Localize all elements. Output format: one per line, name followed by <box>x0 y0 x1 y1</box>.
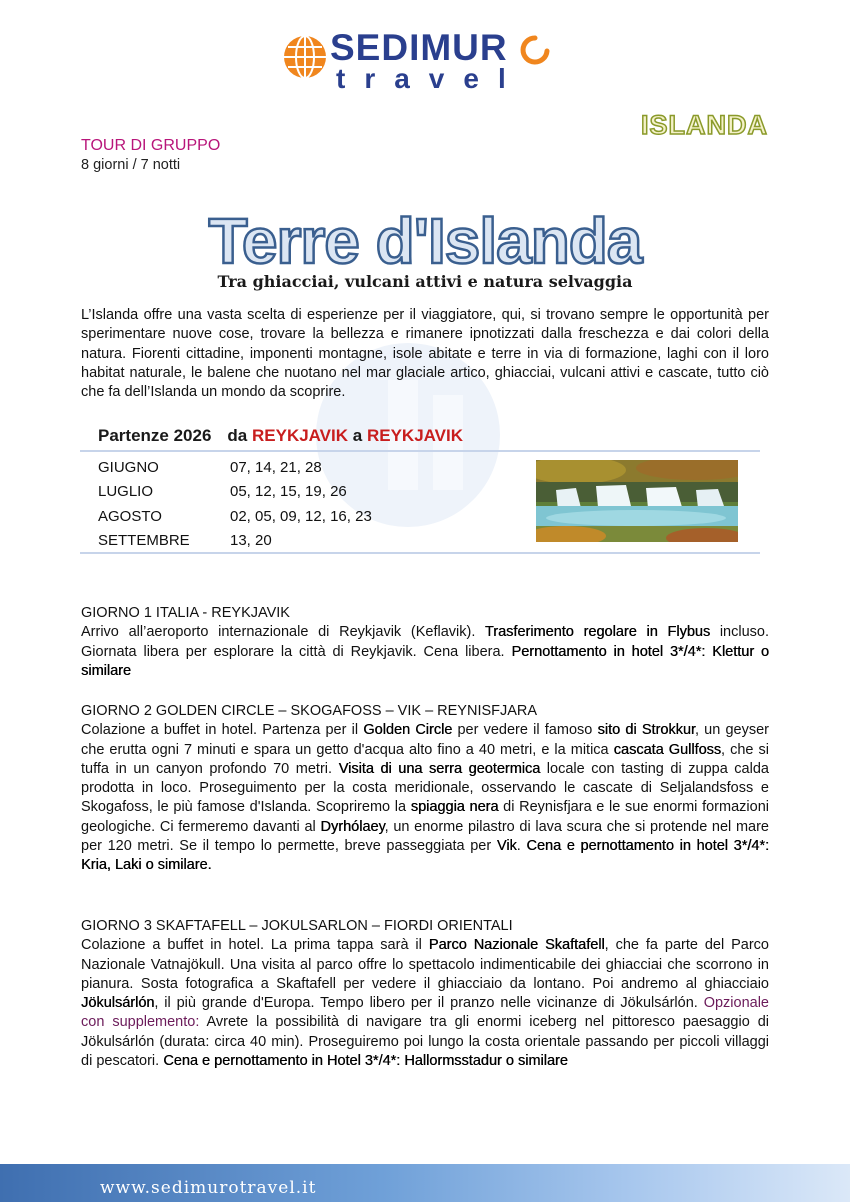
day-3-text: Colazione a buffet in hotel. La prima tappa sarà il Parco Nazionale Skaftafell, che fa parte del Parco Nazionale Vatnajökull. Una visita al parco offre lo spettacolo indimenticabile dei ghiacciai che scorrono in pianura. Sosta fotografica a Skaftafell per vedere il ghiacciaio da lontano. Poi andremo al ghiacciaio Jökulsárlón, il più grande d'Europa. Tempo libero per il pranzo nelle vicinanze di Jökulsárlón. Opzionale con supplemento: Avrete la possibilità di navigare tra gli enormi iceberg nel pittoresco paesaggio di Jökulsárlón (durata: circa 40 min). Proseguiremo poi lungo la costa orientale passando per piccoli villaggi di pescatori. Cena e pernottamento in Hotel 3*/4*: Hallormsstadur o similare <box>81 937 769 1070</box>
departure-city: REYKJAVIK <box>251 426 349 445</box>
waterfall-photo <box>536 460 738 542</box>
day-2-heading: GIORNO 2 GOLDEN CIRCLE – SKOGAFOSS – VIK – REYNISFJARA <box>81 703 538 719</box>
tour-duration: 8 giorni / 7 notti <box>81 157 181 173</box>
day-3-heading: GIORNO 3 SKAFTAFELL – JOKULSARLON – FIORDI ORIENTALI <box>81 918 513 934</box>
table-row: AGOSTO 02, 05, 09, 12, 16, 23 <box>98 507 372 525</box>
brand-logo <box>282 27 582 94</box>
day-1-heading: GIORNO 1 ITALIA - REYKJAVIK <box>81 605 290 621</box>
departures-table <box>98 455 372 553</box>
table-row: SETTEMBRE 13, 20 <box>98 532 272 550</box>
day-2-text: Colazione a buffet in hotel. Partenza per il Golden Circle per vedere il famoso sito di Strokkur, un geyser che erutta ogni 7 minuti e spara un getto d'acqua alto fino a 40 metri, e la mitica cascata Gullfoss, che si tuffa in un canyon profondo 70 metri. Visita di una serra geotermica locale con tasting di zuppa calda prodotta in loco. Proseguimento per la costa meridionale, osservando le cascate di Seljalandsfoss e Skogafoss, le più famose d'Islanda. Scopriremo la spiaggia nera di Reynisfjara e le sue enormi formazioni geologiche. Ci fermeremo davanti al Dyrhólaey, un enorme pilastro di lava scura che si protende nel mare per 120 metri. Se il tempo lo permette, breve passeggiata per Vik. Cena e pernottamento in hotel 3*/4*: Kria, Laki o similare. <box>81 722 770 874</box>
country-label: ISLANDA <box>641 110 768 140</box>
globe-icon <box>282 34 328 80</box>
day-3 <box>81 917 769 1071</box>
departures-heading: Partenze 2026 da REYKJAVIK a REYKJAVIK <box>98 426 464 445</box>
tour-title: Terre d'Islanda <box>208 205 642 277</box>
table-row: LUGLIO 05, 12, 15, 19, 26 <box>98 483 347 501</box>
tour-subtitle: Tra ghiacciai, vulcani attivi e natura selvaggia <box>217 272 633 291</box>
tour-type: TOUR DI GRUPPO <box>81 137 221 154</box>
website-link[interactable]: www.sedimurotravel.it <box>100 1178 317 1198</box>
day-2 <box>81 702 769 876</box>
divider-bottom <box>80 552 760 554</box>
logo-subtitle: travel <box>336 63 525 94</box>
intro-paragraph: L’Islanda offre una vasta scelta di esperienze per il viaggiatore, qui, si trovano sempre le opportunità per sperimentare nuove cose, trovare la bellezza e rimanere ipnotizzati dalla freschezza e dai colori della natura. Fiorenti cittadine, imponenti montagne, isole abitate e terre in via di formazione, laghi con il loro habitat naturale, le balene che nuotano nel mar glaciale artico, ghiacciai, vulcani attivi e cascate, tutto ciò che fa dell’Islanda un mondo da scoprire. <box>81 307 769 401</box>
divider-top <box>80 450 760 452</box>
optional-note: Opzionale con supplemento: <box>81 995 769 1031</box>
day-1-text: Arrivo all’aeroporto internazionale di Reykjavik (Keflavik). Trasferimento regolare in Flybus incluso. Giornata libera per esplorare la città di Reykjavik. Cena libera. Pernottamento in hotel 3*/4*: Klettur o similare <box>81 624 769 679</box>
table-row: GIUGNO 07, 14, 21, 28 <box>98 458 322 476</box>
arrival-city: REYKJAVIK <box>366 426 464 445</box>
day-1 <box>81 604 769 681</box>
logo-wordmark: SEDIMUR <box>330 27 508 68</box>
